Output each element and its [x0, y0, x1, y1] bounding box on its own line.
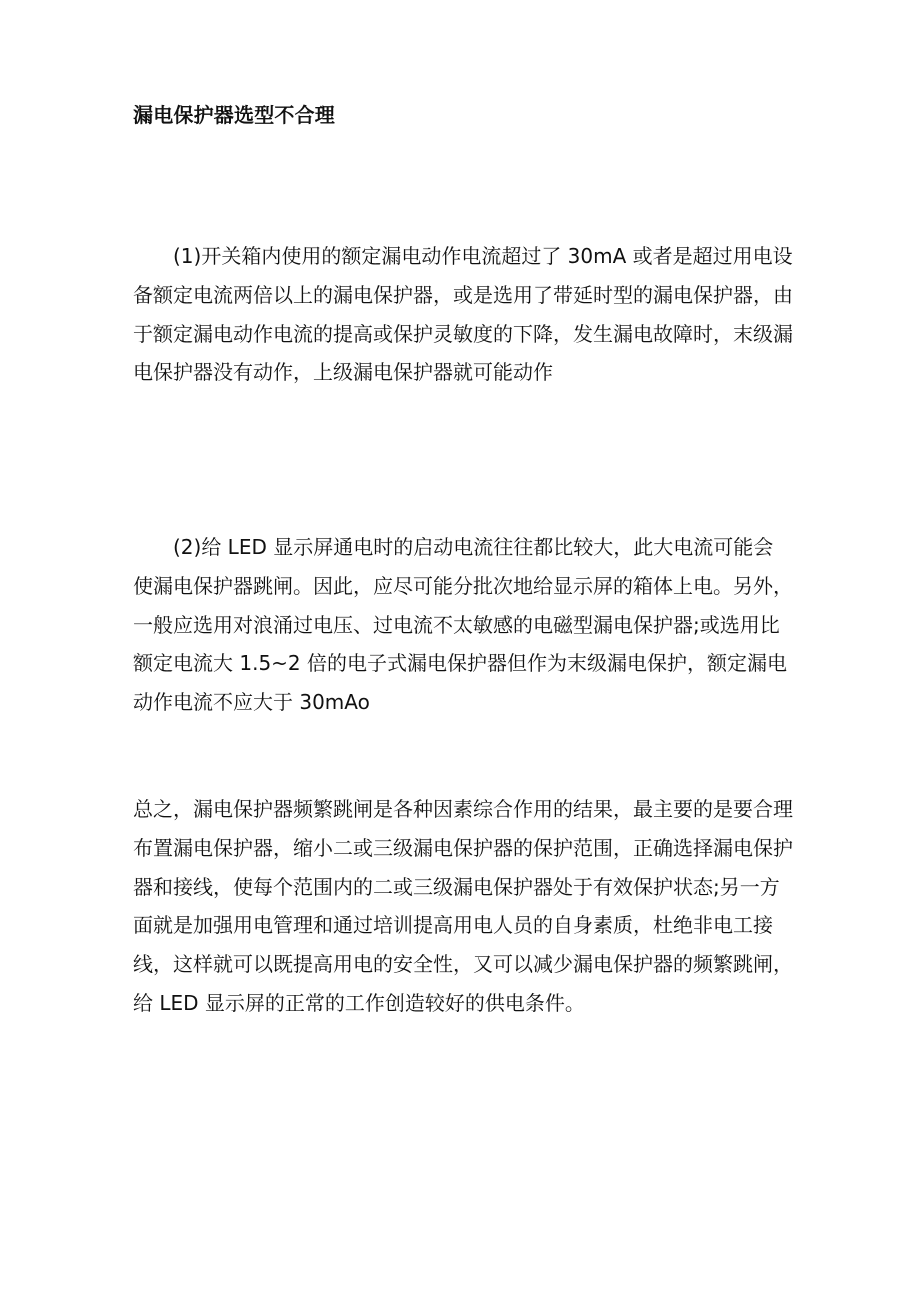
paragraph-summary: 总之，漏电保护器频繁跳闸是各种因素综合作用的结果，最主要的是要合理布置漏电保护器，缩小二或三级漏电保护器的保护范围，正确选择漏电保护器和接线，使每个范围内的二或三级漏电保护器处于有效保护状态;另一方面就是加强用电管理和通过培训提高用电人员的自身素质，杜绝非电工接线，这样就可以既提高用电的安全性，又可以减少漏电保护器的频繁跳闸，给 LED 显示屏的正常的工作创造较好的供电条件。 [133, 797, 793, 1015]
document-title: 漏电保护器选型不合理 [133, 103, 335, 127]
paragraph-2: (2)给 LED 显示屏通电时的启动电流往往都比较大，此大电流可能会使漏电保护器跳闸。因此，应尽可能分批次地给显示屏的箱体上电。另外，一般应选用对浪涌过电压、过电流不太敏感的电磁型漏电保护器;或选用比额定电流大 1.5~2 倍的电子式漏电保护器但作为末级漏电保护，额定漏电动作电流不应大于 30mAo [133, 535, 793, 715]
paragraph-1: (1)开关箱内使用的额定漏电动作电流超过了 30mA 或者是超过用电设备额定电流两倍以上的漏电保护器，或是选用了带延时型的漏电保护器，由于额定漏电动作电流的提高或保护灵敏度的下降，发生漏电故障时，末级漏电保护器没有动作，上级漏电保护器就可能动作 [133, 244, 793, 385]
